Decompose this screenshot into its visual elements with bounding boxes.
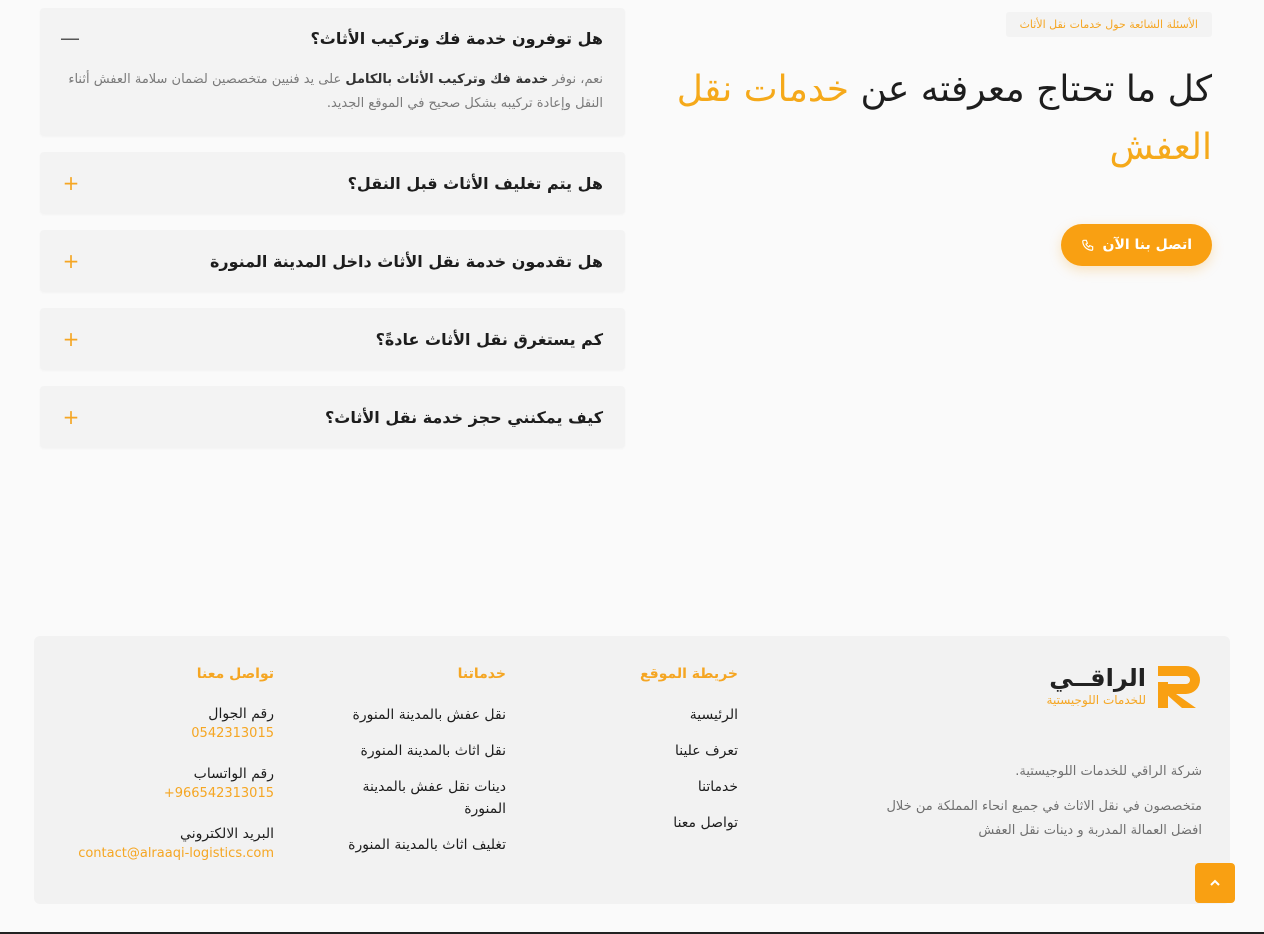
faq-item[interactable] <box>40 230 625 292</box>
services-title: خدماتنا <box>457 666 506 682</box>
faq-item[interactable] <box>40 386 625 448</box>
faq-question: هل تقدمون خدمة نقل الأثاث داخل المدينة المنورة <box>209 251 603 271</box>
faq-item[interactable] <box>40 308 625 370</box>
brand-description: شركة الراقي للخدمات اللوجيستية. <box>1015 764 1202 779</box>
faq-answer-text: نعم، نوفر <box>548 72 603 87</box>
footer-link-about[interactable]: تعرف علينا <box>674 743 738 759</box>
contact-now-button[interactable] <box>1061 224 1213 266</box>
plus-icon[interactable]: + <box>62 249 80 273</box>
plus-icon[interactable]: + <box>62 405 80 429</box>
faq-list <box>40 8 625 464</box>
faq-question: هل يتم تغليف الأثاث قبل النقل؟ <box>347 173 603 193</box>
phone-icon <box>1081 238 1095 252</box>
service-link[interactable]: نقل عفش بالمدينة المنورة <box>352 707 506 723</box>
footer-services <box>306 666 506 870</box>
service-link[interactable]: نقل اثاث بالمدينة المنورة <box>360 743 506 759</box>
faq-answer-bold: خدمة فك وتركيب الأثاث بالكامل <box>345 72 549 87</box>
footer-link-services[interactable]: خدماتنا <box>697 779 738 795</box>
footer-brand <box>862 662 1202 843</box>
faq-question: كم يستغرق نقل الأثاث عادةً؟ <box>375 329 603 349</box>
brand-about: متخصصون في نقل الاثاث في جميع انحاء المملكة من خلال افضل العمالة المدربة و دينات نقل العفش <box>886 799 1202 838</box>
email-link[interactable]: contact@alraaqi-logistics.com <box>78 846 274 861</box>
plus-icon[interactable]: + <box>62 171 80 195</box>
footer-sitemap <box>598 666 738 848</box>
scroll-top-button[interactable] <box>1195 863 1235 903</box>
plus-icon[interactable]: + <box>62 327 80 351</box>
chevron-up-icon <box>1209 877 1221 889</box>
hero-title-text: كل ما تحتاج معرفته عن <box>849 69 1212 110</box>
whatsapp-label: رقم الواتساب <box>193 766 274 782</box>
footer-contact <box>54 666 274 884</box>
faq-question-toggle[interactable] <box>40 386 625 448</box>
contact-now-label: اتصل بنا الآن <box>1102 237 1192 253</box>
faq-question: كيف يمكنني حجز خدمة نقل الأثاث؟ <box>324 407 603 427</box>
logo-name: الراقــي <box>1049 664 1146 692</box>
faq-answer-text-end: على يد فنيين متخصصين لضمان سلامة العفش أثناء النقل وإعادة تركيبه بشكل صحيح في الموقع الجديد. <box>68 72 603 111</box>
logo-text <box>1047 665 1146 707</box>
footer-link-home[interactable]: الرئيسية <box>689 707 738 723</box>
faq-question: هل توفرون خدمة فك وتركيب الأثاث؟ <box>310 28 603 48</box>
phone-link[interactable]: 0542313015 <box>191 726 274 741</box>
footer-link-contact[interactable]: تواصل معنا <box>673 815 738 831</box>
sitemap-title: خريطة الموقع <box>639 666 738 682</box>
faq-question-toggle[interactable] <box>40 8 625 68</box>
minus-icon[interactable]: — <box>60 26 80 50</box>
faq-item[interactable] <box>40 152 625 214</box>
logo-mark-icon <box>1156 662 1202 710</box>
service-link[interactable]: تغليف اثاث بالمدينة المنورة <box>348 837 506 853</box>
email-label: البريد الالكتروني <box>180 826 274 842</box>
section-tag: الأسئلة الشائعة حول خدمات نقل الأثاث <box>1006 12 1212 37</box>
faq-question-toggle[interactable] <box>40 308 625 370</box>
faq-item[interactable] <box>40 8 625 136</box>
faq-question-toggle[interactable] <box>40 230 625 292</box>
phone-label: رقم الجوال <box>208 706 274 722</box>
whatsapp-link[interactable]: +966542313015 <box>163 786 274 801</box>
hero-title-accent: خدمات نقل العفش <box>676 69 1212 168</box>
logo[interactable] <box>862 662 1202 710</box>
faq-question-toggle[interactable] <box>40 152 625 214</box>
site-footer <box>34 636 1230 904</box>
faq-answer <box>40 68 625 136</box>
contact-title: تواصل معنا <box>196 666 274 682</box>
faq-hero <box>672 12 1212 177</box>
logo-subtitle: للخدمات اللوجيستية <box>1046 693 1146 707</box>
service-link[interactable]: دينات نقل عفش بالمدينة المنورة <box>362 779 506 817</box>
hero-title <box>672 61 1212 177</box>
